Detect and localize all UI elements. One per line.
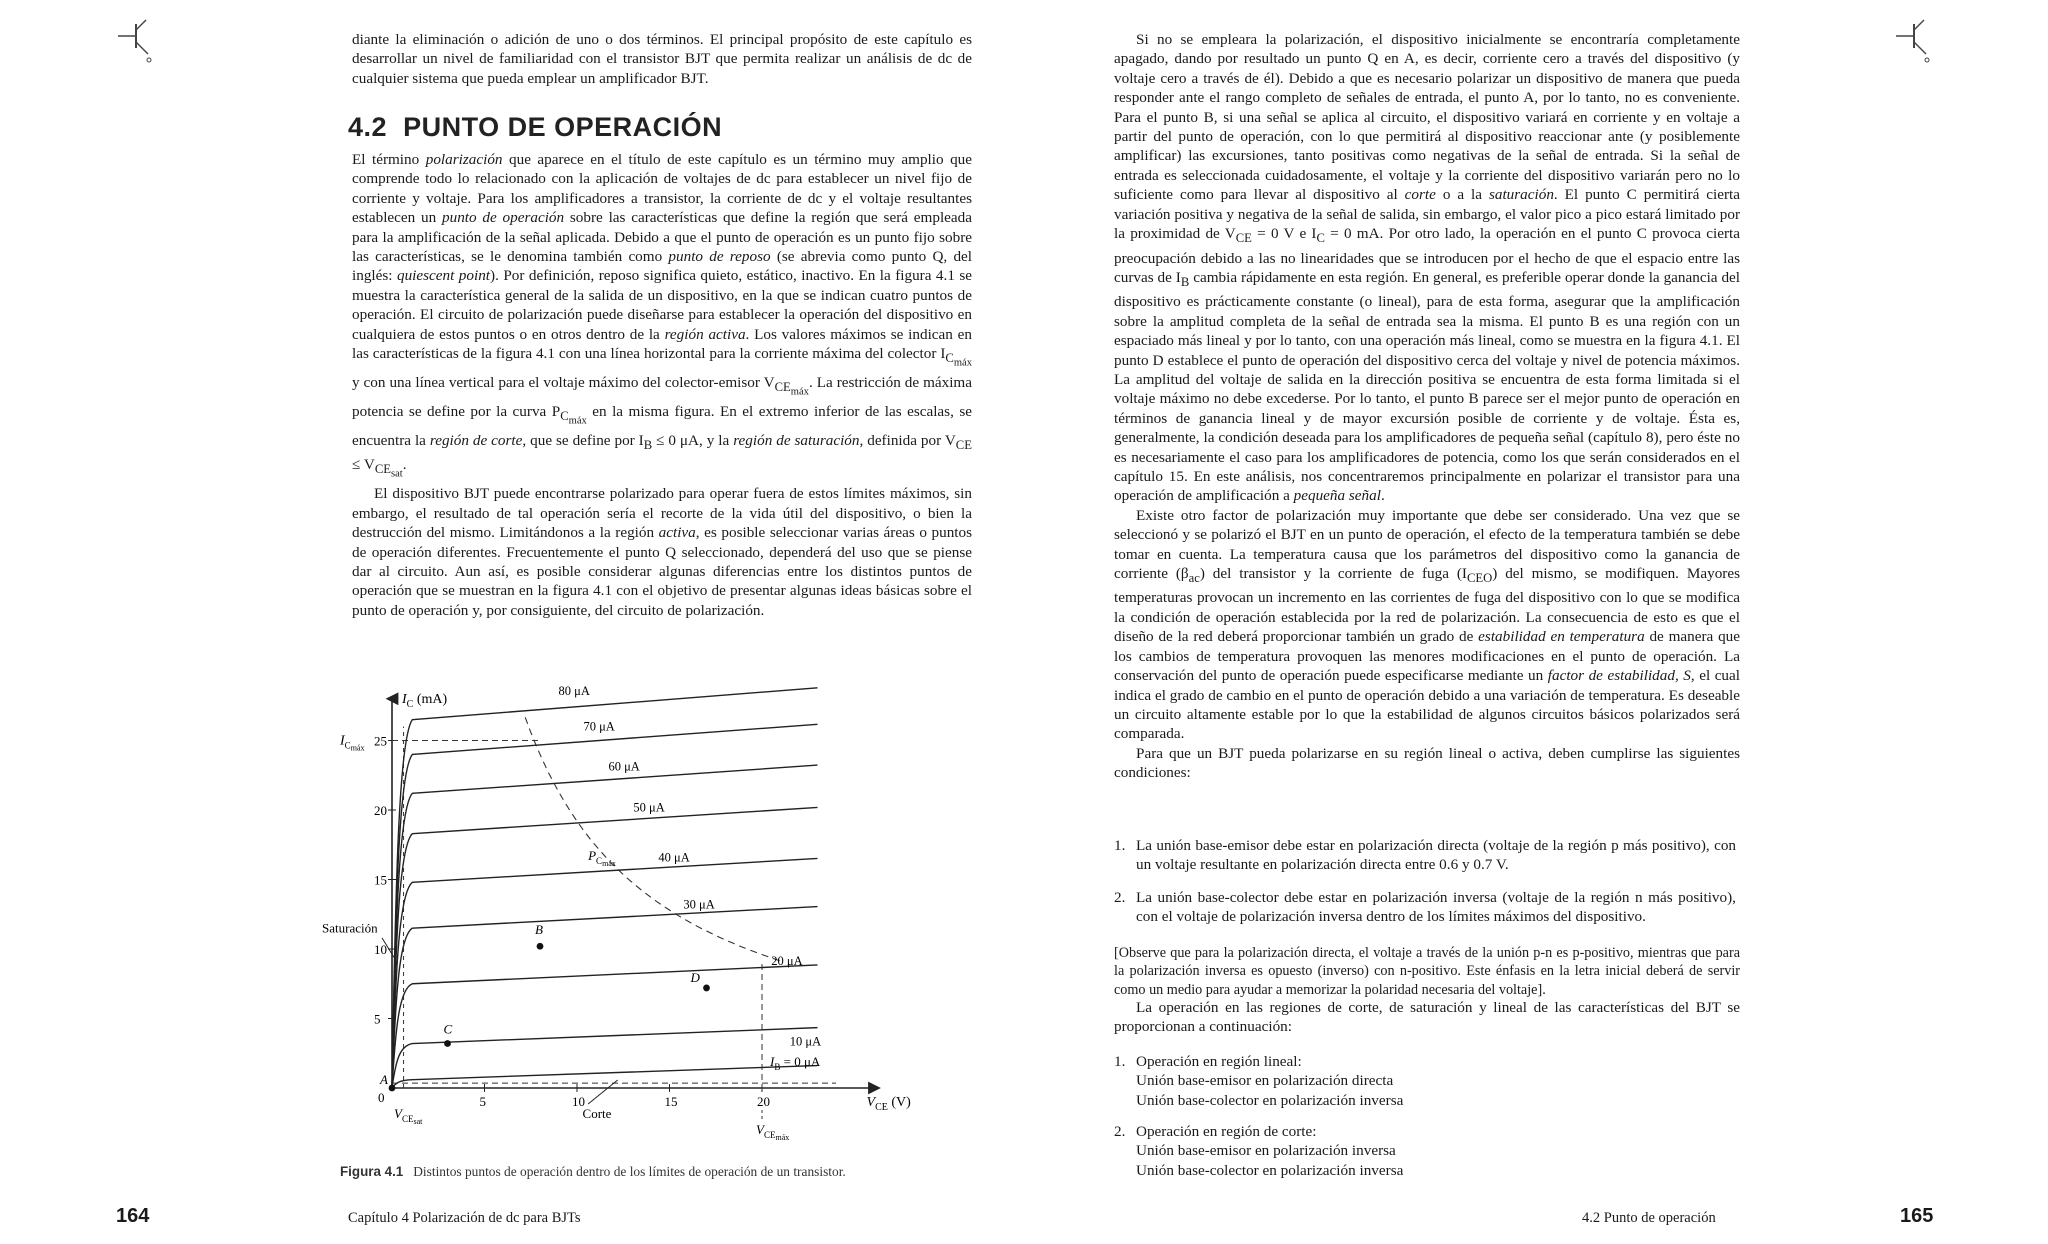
ib-curve-label: 80 μA [558, 684, 590, 699]
operation-cutoff: 2. Operación en región de corte: Unión base-emisor en polarización inversa Unión base-colector en polarización inversa [1114, 1123, 1404, 1179]
operating-point-label: C [443, 1021, 453, 1037]
footer-left: Capítulo 4 Polarización de dc para BJTs [348, 1210, 581, 1226]
left-body [352, 150, 972, 620]
ib-curve [392, 807, 818, 1088]
x-tick-label: 15 [664, 1094, 678, 1109]
ib-curve [392, 765, 818, 1088]
operating-point [444, 1040, 451, 1047]
intro-paragraph: diante la eliminación o adición de uno o dos términos. El principal propósito de este capítulo es desarrollar un nivel de familiaridad con el transistor BJT que permita realizar un análisis de dc de cualquier sistema que pueda emplear un amplificador BJT. [352, 31, 972, 87]
x-tick-label: 5 [479, 1094, 486, 1109]
chart-labels [379, 684, 821, 1104]
section-number: 4.2 [348, 112, 388, 142]
right-page [1024, 0, 2048, 1244]
x-axis-label: $V_{CE}$ (V) [866, 1095, 911, 1113]
pcmax-curve [525, 717, 779, 960]
figure-4-1 [320, 636, 1000, 1156]
ib-curve-label: 30 μA [683, 897, 715, 912]
x-tick-label: 20 [757, 1094, 770, 1109]
ib-zero-label: $I_B = 0$ μA [770, 1053, 821, 1072]
condition-1: 1. La unión base-emisor debe estar en polarización directa (voltaje de la región p más positivo), con un voltaje resultante en polarización directa entre 0.6 y 0.7 V. [1114, 837, 1737, 874]
operating-point [537, 943, 544, 950]
condition-2: 2. La unión base-colector debe estar en polarización inversa (voltaje de la región n más positivo), con el voltaje de polarización inversa dentro de los límites máximos del dispositivo. [1114, 889, 1736, 926]
y-tick-label: 5 [374, 1011, 381, 1027]
page-number-right: 165 [1900, 1205, 1934, 1227]
chart-curves [392, 688, 818, 1088]
ib-curve [392, 965, 818, 1088]
operation-linear: 1. Operación en región lineal: Unión base-emisor en polarización directa Unión base-colector en polarización inversa [1114, 1053, 1404, 1109]
right-body [1114, 30, 1740, 783]
transistor-corner-icon [1894, 16, 1934, 66]
ib-curve-label: 10 μA [789, 1034, 822, 1049]
ib-curve [392, 688, 818, 1088]
operating-point-label: B [535, 922, 543, 938]
caption-label: Figura 4.1 [340, 1164, 404, 1179]
paragraph-4: Existe otro factor de polarización muy importante que debe ser considerado. Una vez que se seleccionó y se polarizó el BJT en un punto de operación, el efecto de la temperatura también se debe tomar en cuenta. La temperatura causa que los parámetros del dispositivo como la ganancia de corriente $(\beta_{ac})$ del transistor y la corriente de fuga $(I_{CEO})$ del mismo, se modifiquen. Mayores temperaturas provocan un incremento en las corrientes de fuga del dispositivo con lo que se modifica la condición de operación establecida por la red de polarización. La consecuencia de esto es que el diseño de la red deberá proporcionar también un grado de estabilidad en temperatura de manera que los cambios de temperatura provoquen las menores modificaciones en el punto de operación. La conservación del punto de operación puede especificarse mediante un factor de estabilidad, S, el cual indica el grado de cambio en el punto de operación debido a una variación de temperatura. Es deseable un circuito altamente estable por lo que la estabilidad de algunos circuitos básicos polarizados será comparada. [1114, 506, 1740, 743]
operating-point-label: A [380, 1072, 388, 1087]
paragraph-5: Para que un BJT pueda polarizarse en su región lineal o activa, deben cumplirse las siguientes condiciones: [1114, 744, 1740, 782]
vcesat-label: $V_{CE}sat$ [394, 1106, 423, 1126]
origin-label: 0 [378, 1090, 385, 1105]
y-tick-label: 10 [374, 942, 387, 957]
ib-curve [392, 907, 818, 1088]
pcmax-label: $P_Cmáx$ [588, 848, 616, 869]
operating-point [703, 985, 710, 992]
vcemax-label: $V_{CE}máx$ [756, 1122, 790, 1142]
operating-point-label: D [690, 969, 700, 985]
footer-right: 4.2 Punto de operación [1582, 1210, 1716, 1226]
ib-curve [392, 1066, 818, 1088]
figure-caption [340, 1164, 846, 1180]
caption-text: Distintos puntos de operación dentro de los límites de operación de un transistor. [413, 1164, 846, 1179]
ib-curve-label: 70 μA [583, 719, 615, 734]
paragraph-3: Si no se empleara la polarización, el dispositivo inicialmente se encontraría completamente apagado, dando por resultado un punto Q en A, es decir, corriente cero a través del dispositivo (y voltaje cero a través de él). Debido a que es necesario polarizar un dispositivo de manera que pueda responder ante el rango completo de señales de entrada, el punto A, por lo tanto, no es conveniente. Para el punto B, si una señal se aplica al circuito, el dispositivo variará en corriente y en voltaje a partir del punto de operación, con lo que permitirá al dispositivo reaccionar ante (y posiblemente amplificar) las excursiones, tanto positivas como negativas de la señal de entrada. Si la señal de entrada es seleccionada cuidadosamente, el voltaje y la corriente del dispositivo variarán pero no lo suficiente como para llevar al dispositivo al corte o a la saturación. El punto C permitirá cierta variación positiva y negativa de la señal de salida, sin embargo, el valor pico a pico estará limitado por la proximidad de $V_{CE} = 0$ V e $I_C = 0$ mA. Por otro lado, la operación en el punto C provoca cierta preocupación debido a las no linearidades que se introducen por el hecho de que el espacio entre las curvas de $I_B$ cambia rápidamente en esta región. En general, es preferible operar donde la ganancia del dispositivo es prácticamente constante (o lineal), para de esta forma, asegurar que la amplificación sobre la amplitud completa de la señal de entrada sea la misma. El punto B es una región con un espaciado más lineal y por lo tanto, con una operación más lineal, como se muestra en la figura 4.1. El punto D establece el punto de operación del dispositivo cerca del voltaje y nivel de potencia máximos. La amplitud del voltaje de salida en la dirección positiva se encuentra de esta forma limitada si el voltaje máximo no debe excederse. Por lo tanto, el punto B parece ser el mejor punto de operación en términos de ganancia lineal y de mayor excursión posible de corriente y de voltaje. Ésta es, generalmente, la condición deseada para los amplificadores de pequeña señal (capítulo 8), pero éste no es necesariamente el caso para los amplificadores de potencia, como los que serán considerados en el capítulo 15. En este análisis, nos concentraremos principalmente en polarizar el transistor para una operación de amplificación a pequeña señal. [1114, 31, 1741, 505]
ib-curve [392, 1028, 818, 1088]
output-characteristics-chart [320, 636, 1000, 1156]
transistor-corner-icon [116, 16, 156, 66]
ib-curve-label: 40 μA [658, 850, 690, 865]
y-tick-label: 20 [374, 803, 387, 818]
paragraph-1: El término polarización que aparece en el título de este capítulo es un término muy amplio que comprende todo lo relacionado con la aplicación de voltajes de dc para establecer un nivel fijo de corriente y voltaje. Para los amplificadores a transistor, la corriente de dc y el voltaje resultantes establecen un punto de operación sobre las características que define la región que será empleada para la amplificación de la señal aplicada. Debido a que el punto de operación es un punto fijo sobre las características, se le denomina también como punto de reposo (se abrevia como punto Q, del inglés: quiescent point). Por definición, reposo significa quieto, estático, inactivo. En la figura 4.1 se muestra la característica general de la salida de un dispositivo, en la que se indican cuatro puntos de operación. El circuito de polarización puede diseñarse para establecer la operación del dispositivo en cualquiera de estos puntos o en otros dentro de la región activa. Los valores máximos se indican en las características de la figura 4.1 con una línea horizontal para la corriente máxima del colector $I_{C_{máx}}$ y con una línea vertical para el voltaje máximo del colector-emisor $V_{CE_{máx}}$. La restricción de máxima potencia se define por la curva $P_{C_{máx}}$ en la misma figura. En el extremo inferior de las escalas, se encuentra la región de corte, que se define por $I_B \le 0$ μA, y la región de saturación, definida por $V_{CE} \le V_{CE_{sat}}$. [352, 151, 973, 480]
ib-curve-label: 60 μA [608, 759, 640, 774]
section-heading [348, 112, 722, 143]
page-number-left: 164 [116, 1205, 150, 1227]
saturation-label: Saturación [322, 920, 378, 936]
ib-curve-label: 50 μA [633, 800, 665, 815]
ib-curve [392, 724, 818, 1088]
corte-label: Corte [582, 1106, 612, 1121]
operating-point [389, 1085, 396, 1092]
x-tick-label: 10 [572, 1094, 585, 1109]
section-title: PUNTO DE OPERACIÓN [403, 112, 723, 142]
ib-curve [392, 858, 818, 1088]
ib-curve-label: 20 μA [771, 954, 803, 969]
paragraph-2: El dispositivo BJT puede encontrarse polarizado para operar fuera de estos límites máximos, sin embargo, el resultado de tal operación sería el recorte de la vida útil del dispositivo, o bien la destrucción del mismo. Limitándonos a la región activa, es posible seleccionar varias áreas o puntos de operación diferentes. Frecuentemente el punto Q seleccionado, dependerá del uso que se piense dar al circuito. Aun así, es posible considerar algunas diferencias entre los distintos puntos de operación que se muestran en la figura 4.1 con el objetivo de presentar algunas ideas básicas sobre el punto de operación y, por consiguiente, del circuito de polarización. [352, 485, 973, 619]
y-tick-label: 15 [374, 872, 387, 888]
icmax-label: $I_Cmáx$ [340, 733, 365, 753]
y-tick-label: 25 [374, 733, 387, 749]
polarity-note: [Observe que para la polarización directa, el voltaje a través de la unión p-n es p-positivo, mientras que para la polarización inversa es opuesto (inverso) con n-positivo. Este énfasis en la letra inicial deberá de servir como un medio para ayudar a memorizar la polaridad necesaria del voltaje]. La operación en las regiones de corte, de saturación y lineal de las características del BJT se proporcionan a continuación: [1114, 945, 1740, 1035]
y-axis-label: $I_C$ (mA) [402, 691, 448, 710]
